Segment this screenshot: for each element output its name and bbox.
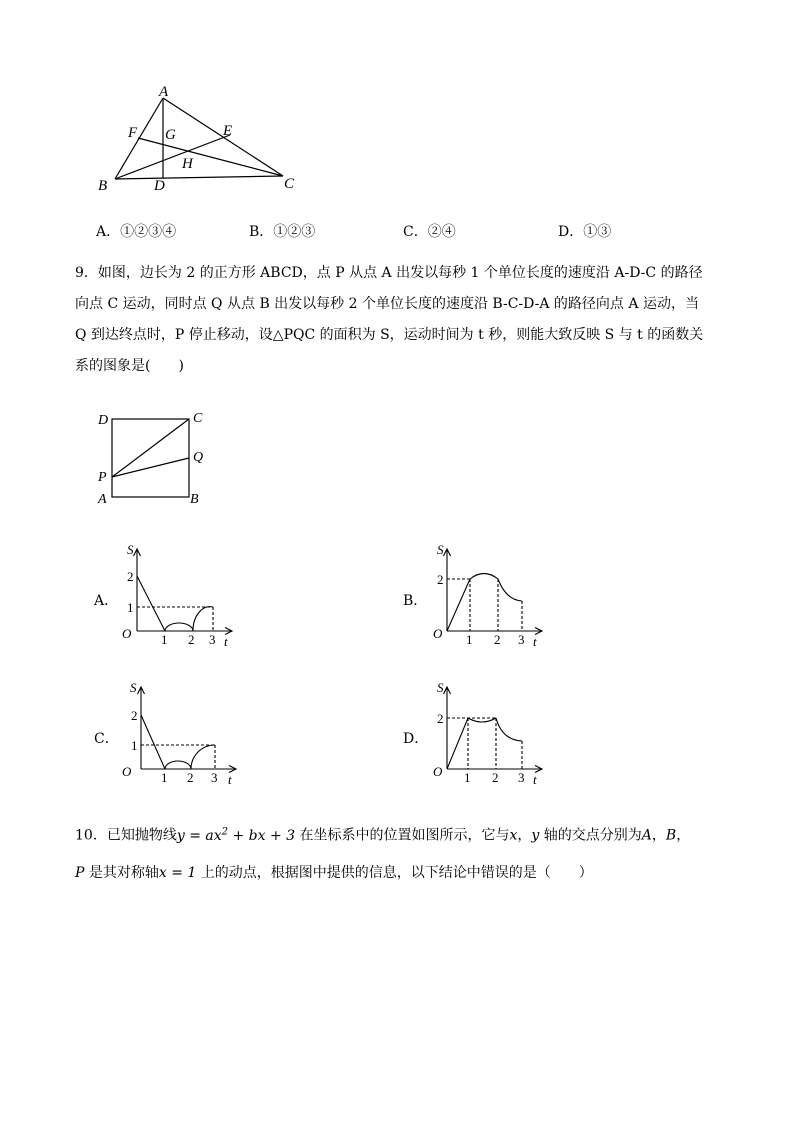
axis-s: S bbox=[130, 680, 137, 695]
label-C: C bbox=[284, 176, 295, 192]
tick-x1: 1 bbox=[464, 770, 471, 785]
q9-line-1: 9．如图，边长为 2 的正方形 ABCD，点 P 从点 A 出发以每秒 1 个单位长度的速度沿 A-D-C 的路径 bbox=[75, 265, 703, 281]
origin: O bbox=[122, 626, 132, 641]
q10-formula: $y = ax^2$ + bx + 3 bbox=[176, 826, 296, 844]
q9-option-b-graph[interactable] bbox=[430, 540, 555, 652]
q9-line-4: 系的图象是( ) bbox=[75, 358, 184, 374]
label-F: F bbox=[128, 125, 138, 141]
q8-option-a-text: ①②③④ bbox=[120, 224, 177, 240]
axis-s: S bbox=[437, 542, 444, 557]
tick-x1: 1 bbox=[161, 632, 168, 647]
q8-option-d-text: ①③ bbox=[583, 224, 612, 240]
label-B: B bbox=[190, 492, 199, 507]
label-B: B bbox=[98, 178, 108, 194]
tick-x1: 1 bbox=[466, 632, 473, 647]
q9-option-a-label[interactable]: A． bbox=[94, 593, 119, 609]
q8-option-b[interactable] bbox=[249, 221, 315, 241]
q10-line-1: 10．已知抛物线$y = ax^2$ + bx + 3 在坐标系中的位置如图所示，它与x，y 轴的交点分别为A，B， bbox=[75, 826, 691, 844]
q9-line-2: 向点 C 运动，同时点 Q 从点 B 出发以每秒 2 个单位长度的速度沿 B-C-D-A 的路径向点 A 运动，当 bbox=[75, 296, 699, 312]
q8-option-a-letter: A． bbox=[96, 224, 121, 240]
q10-stem bbox=[75, 818, 735, 887]
label-A: A bbox=[98, 492, 107, 507]
q8-option-a[interactable] bbox=[96, 221, 176, 241]
q8-option-d[interactable] bbox=[558, 221, 611, 241]
tick-x3: 3 bbox=[209, 632, 216, 647]
q9-option-c-label[interactable]: C． bbox=[94, 731, 119, 747]
q8-option-d-letter: D． bbox=[558, 224, 584, 240]
tick-x3: 3 bbox=[518, 632, 525, 647]
q8-option-b-letter: B． bbox=[249, 224, 274, 240]
q8-option-b-text: ①②③ bbox=[273, 224, 316, 240]
tick-y2: 2 bbox=[437, 572, 444, 587]
label-G: G bbox=[165, 127, 176, 143]
axis-s: S bbox=[127, 542, 134, 557]
q10-number: 10．已知抛物线 bbox=[75, 827, 177, 844]
label-Q: Q bbox=[193, 450, 204, 465]
label-H: H bbox=[182, 156, 193, 172]
axis-t: t bbox=[533, 772, 537, 787]
origin: O bbox=[433, 626, 443, 641]
triangle-figure bbox=[90, 80, 320, 200]
square-figure bbox=[90, 405, 220, 510]
axis-t: t bbox=[224, 634, 228, 649]
label-D: D bbox=[98, 413, 109, 428]
axis-t: t bbox=[228, 772, 232, 787]
q10-line-2: P 是其对称轴x = 1 上的动点，根据图中提供的信息，以下结论中错误的是（ ） bbox=[75, 864, 593, 881]
label-P: P bbox=[98, 470, 107, 485]
label-D: D bbox=[154, 178, 165, 194]
label-E: E bbox=[223, 123, 233, 139]
q9-option-d-label[interactable]: D． bbox=[403, 731, 429, 747]
tick-x1: 1 bbox=[161, 770, 168, 785]
label-C: C bbox=[193, 411, 203, 426]
q9-option-d-graph[interactable] bbox=[430, 678, 555, 790]
tick-y2: 2 bbox=[131, 708, 138, 723]
q9-stem bbox=[75, 259, 735, 380]
tick-x2: 2 bbox=[494, 632, 501, 647]
q8-option-c[interactable] bbox=[403, 221, 456, 241]
q9-option-b-label[interactable]: B． bbox=[403, 593, 428, 609]
q9-option-a-graph[interactable] bbox=[118, 540, 243, 652]
tick-y1: 1 bbox=[131, 738, 138, 753]
tick-y2: 2 bbox=[127, 569, 134, 584]
origin: O bbox=[433, 764, 443, 779]
q9-option-c-graph[interactable] bbox=[118, 678, 248, 790]
q8-option-c-text: ②④ bbox=[427, 224, 456, 240]
q8-option-c-letter: C． bbox=[403, 224, 428, 240]
tick-x3: 3 bbox=[211, 770, 218, 785]
tick-x2: 2 bbox=[188, 632, 195, 647]
tick-x2: 2 bbox=[492, 770, 499, 785]
origin: O bbox=[122, 764, 132, 779]
axis-t: t bbox=[533, 634, 537, 649]
label-A: A bbox=[159, 84, 169, 100]
tick-y2: 2 bbox=[437, 711, 444, 726]
tick-x2: 2 bbox=[187, 770, 194, 785]
tick-y1: 1 bbox=[127, 600, 134, 615]
q9-line-3: Q 到达终点时，P 停止移动，设△PQC 的面积为 S，运动时间为 t 秒，则能大致反映 S 与 t 的函数关 bbox=[75, 327, 704, 343]
tick-x3: 3 bbox=[518, 770, 525, 785]
axis-s: S bbox=[437, 680, 444, 695]
